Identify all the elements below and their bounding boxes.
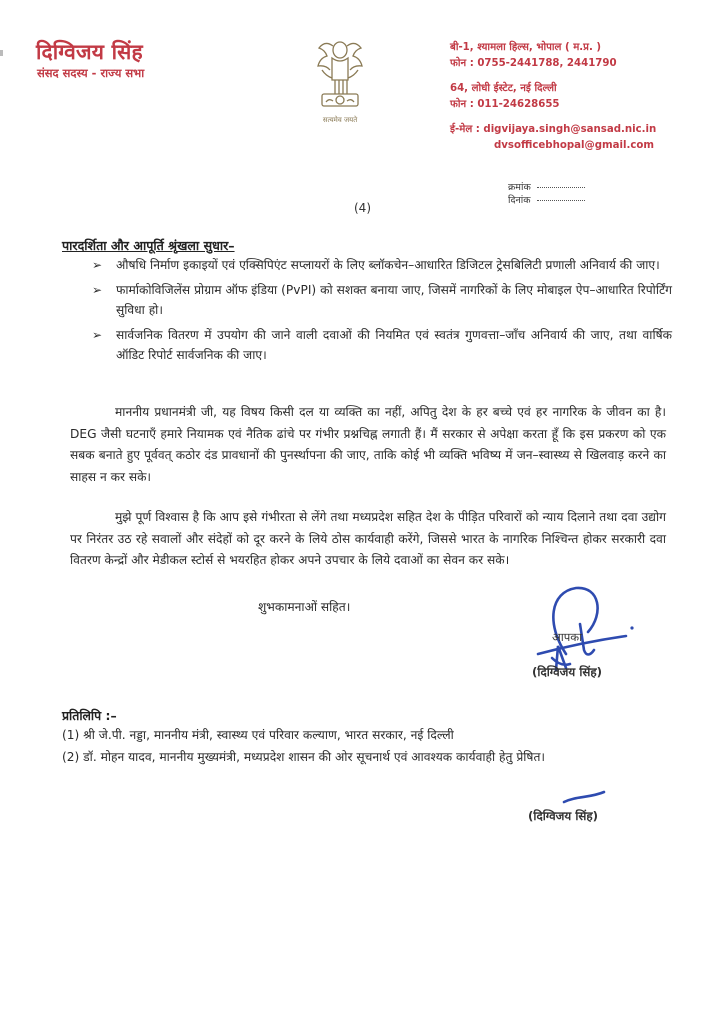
reference-block: [508, 181, 585, 207]
contact-block: [450, 40, 656, 154]
arrow-bullet-icon: ➢: [92, 283, 103, 297]
body-paragraph: माननीय प्रधानमंत्री जी, यह विषय किसी दल या व्यक्ति का नहीं, अपितु देश के हर बच्चे एवं हर नागरिक के जीवन का है। DEG जैसी घटनाएँ हमारे नियामक एवं नैतिक ढांचे पर गंभीर प्रश्नचिह्न लगाती हैं। मैं सरकार से अपेक्षा करता हूँ कि इस प्रकरण को एक सबक बनाते हुए पूर्ववत् कठोर दंड प्रावधानों की पुनर्स्थापना की जाए, ताकि कोई भी व्यक्ति भविष्य में जन–स्वास्थ्य से खिलवाड़ करने का साहस न कर सके।: [70, 405, 666, 484]
sender-name: दिग्विजय सिंह: [36, 40, 143, 64]
page-number: (4): [354, 201, 371, 215]
address-bhopal: बी-1, श्यामला हिल्स, भोपाल ( म.प्र. ): [450, 42, 602, 53]
copy-to-item: (1) श्री जे.पी. नड्डा, माननीय मंत्री, स्वास्थ्य एवं परिवार कल्याण, भारत सरकार, नई दिल्ली: [62, 728, 454, 742]
bullet-text: सार्वजनिक वितरण में उपयोग की जाने वाली दवाओं की नियमित एवं स्वतंत्र गुणवत्ता–जॉंच अनिवार्य की जाए, तथा वार्षिक ऑडिट रिपोर्ट सार्वजनिक की जाए।: [116, 328, 672, 362]
bullet-text: फार्माकोविजिलेंस प्रोग्राम ऑफ इंडिया (PvPI) को सशक्त बनाया जाए, जिसमें नागरिकों के लिए मोबाइल ऐप–आधारित रिपोर्टिंग सुविधा हो।: [116, 283, 672, 317]
ref-number-label: क्रमांक: [508, 182, 531, 193]
bullet-item: [92, 280, 672, 320]
date-label: दिनांक: [508, 195, 531, 206]
signature-stroke-icon: [560, 788, 610, 808]
bullet-item: [92, 255, 672, 275]
signatory-name: (दिग्विजय सिंह): [532, 665, 603, 679]
closing-line: शुभकामनाओं सहित।: [258, 600, 351, 614]
bullet-text: औषधि निर्माण इकाइयों एवं एक्सिपिएंट सप्लायरों के लिए ब्लॉकचेन–आधारित डिजिटल ट्रेसबिलिटी प्रणाली अनिवार्य की जाए।: [116, 258, 660, 272]
email-secondary: dvsofficebhopal@gmail.com: [494, 140, 654, 151]
sender-designation: संसद सदस्य - राज्य सभा: [37, 66, 145, 80]
section-heading: पारदर्शिता और आपूर्ति श्रृंखला सुधार–: [62, 238, 235, 253]
date-blank: [537, 200, 585, 201]
yours-label: आपका: [552, 630, 583, 644]
copy-to-item: (2) डॉ. मोहन यादव, माननीय मुख्यमंत्री, मध्यप्रदेश शासन की ओर सूचनार्थ एवं आवश्यक कार्यवाही हेतु प्रेषित।: [62, 750, 546, 764]
bullet-list: [92, 255, 672, 370]
address-delhi: 64, लोधी ईस्टेट, नई दिल्ली: [450, 83, 557, 94]
body-paragraph: मुझे पूर्ण विश्वास है कि आप इसे गंभीरता से लेंगे तथा मध्यप्रदेश सहित देश के पीड़ित परिवारों को न्याय दिलाने तथा दवा उद्योग पर निरंतर उठ रहे सवालों और संदेहों को दूर करने के लिये ठोस कार्यवाही करेंगे, जिससे भारत के नागरिक निश्चिन्त होकर सरकारी दवा वितरण केन्द्रों और मेडीकल स्टोर्स से भयरहित होकर अपने उपचार के लिये दवाओं का सेवन कर सके।: [70, 510, 666, 567]
arrow-bullet-icon: ➢: [92, 258, 103, 272]
bullet-item: [92, 325, 672, 365]
emblem-motto: सत्यमेव जयते: [322, 116, 358, 124]
arrow-bullet-icon: ➢: [92, 328, 103, 342]
footer-signatory-name: (दिग्विजय सिंह): [528, 809, 599, 823]
scan-edge-mark: [0, 50, 3, 56]
national-emblem-icon: [308, 36, 372, 128]
ref-number-blank: [537, 187, 585, 188]
copy-to-heading: प्रतिलिपि :–: [62, 708, 117, 723]
email-primary: ई-मेल : digvijaya.singh@sansad.nic.in: [450, 124, 657, 135]
phone-delhi: फोन : 011-24628655: [450, 99, 560, 110]
phone-bhopal: फोन : 0755-2441788, 2441790: [450, 58, 617, 69]
